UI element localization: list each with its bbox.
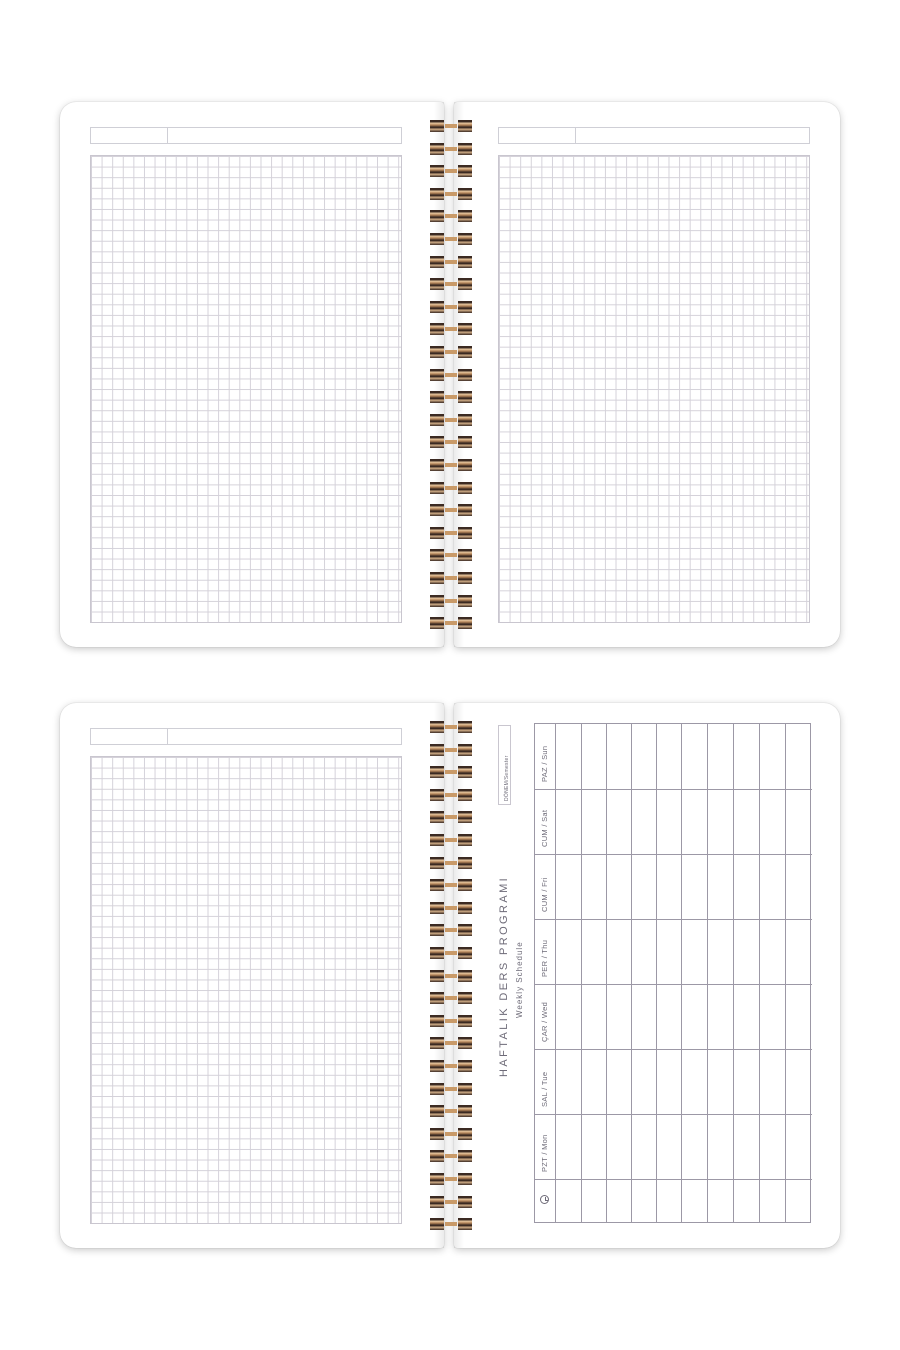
schedule-column-line	[606, 724, 607, 1222]
day-label: PZT / Mon	[540, 1134, 549, 1172]
square-grid	[498, 155, 810, 623]
day-label: ÇAR / Wed	[540, 1001, 549, 1042]
schedule-column-line	[656, 724, 657, 1222]
spiral-ring	[430, 527, 472, 539]
page-header-field[interactable]	[498, 127, 810, 144]
spiral-ring	[430, 391, 472, 403]
bottom-notebook-spread	[60, 703, 840, 1248]
spiral-ring	[430, 436, 472, 448]
spiral-ring	[430, 789, 472, 801]
spiral-ring	[430, 857, 472, 869]
spiral-ring	[430, 256, 472, 268]
spiral-ring	[430, 572, 472, 584]
spiral-ring	[430, 1037, 472, 1049]
spiral-ring	[430, 1015, 472, 1027]
spiral-ring	[430, 617, 472, 629]
spiral-ring	[430, 549, 472, 561]
spiral-ring	[430, 346, 472, 358]
day-label: CUM / Fri	[540, 877, 549, 912]
schedule-column-line	[631, 724, 632, 1222]
schedule-row-line	[535, 1049, 812, 1050]
schedule-column-line	[759, 724, 760, 1222]
spiral-ring	[430, 188, 472, 200]
schedule-subtitle: Weekly Schedule	[515, 941, 524, 1018]
spiral-ring	[430, 744, 472, 756]
spiral-ring	[430, 165, 472, 177]
day-label: CUM / Sat	[540, 809, 549, 847]
top-notebook-spread	[60, 102, 840, 647]
spiral-ring	[430, 1128, 472, 1140]
schedule-column-line	[581, 724, 582, 1222]
spiral-ring	[430, 1083, 472, 1095]
spiral-ring	[430, 482, 472, 494]
semester-label: DÖNEM/Semester	[504, 755, 510, 801]
spiral-ring	[430, 834, 472, 846]
weekly-schedule-table	[534, 723, 811, 1223]
spiral-ring	[430, 811, 472, 823]
schedule-row-line	[535, 984, 812, 985]
spiral-ring	[430, 1150, 472, 1162]
schedule-row-line	[535, 919, 812, 920]
spiral-ring	[430, 1196, 472, 1208]
spiral-ring	[430, 1218, 472, 1230]
schedule-row-line	[535, 1114, 812, 1115]
spiral-ring	[430, 301, 472, 313]
spiral-ring	[430, 1105, 472, 1117]
day-label: SAL / Tue	[540, 1071, 549, 1107]
square-grid	[90, 155, 402, 623]
schedule-column-line	[555, 724, 556, 1222]
spiral-ring	[430, 970, 472, 982]
spiral-ring	[430, 369, 472, 381]
spiral-ring	[430, 902, 472, 914]
spiral-ring	[430, 143, 472, 155]
schedule-column-line	[707, 724, 708, 1222]
square-grid	[90, 756, 402, 1224]
spiral-ring	[430, 721, 472, 733]
schedule-column-line	[733, 724, 734, 1222]
schedule-column-line	[681, 724, 682, 1222]
spiral-ring	[430, 1060, 472, 1072]
spiral-ring	[430, 233, 472, 245]
spiral-ring	[430, 278, 472, 290]
clock-icon	[540, 1195, 549, 1204]
spiral-ring	[430, 924, 472, 936]
spiral-ring	[430, 210, 472, 222]
spiral-ring	[430, 459, 472, 471]
spiral-binding	[430, 721, 472, 1231]
spiral-ring	[430, 323, 472, 335]
bottom-left-page	[60, 703, 444, 1248]
spiral-ring	[430, 992, 472, 1004]
page-header-field[interactable]	[90, 728, 402, 745]
weekly-schedule-page	[454, 703, 840, 1248]
schedule-column-line	[785, 724, 786, 1222]
spiral-ring	[430, 120, 472, 132]
spiral-ring	[430, 504, 472, 516]
spiral-ring	[430, 414, 472, 426]
spiral-ring	[430, 595, 472, 607]
spiral-binding	[430, 120, 472, 630]
page-header-field[interactable]	[90, 127, 402, 144]
spiral-ring	[430, 1173, 472, 1185]
schedule-row-line	[535, 854, 812, 855]
day-label: PAZ / Sun	[540, 745, 549, 782]
top-right-page	[454, 102, 840, 647]
spiral-ring	[430, 766, 472, 778]
day-label: PER / Thu	[540, 939, 549, 977]
spiral-ring	[430, 879, 472, 891]
spiral-ring	[430, 947, 472, 959]
schedule-row-line	[535, 1179, 812, 1180]
schedule-row-line	[535, 789, 812, 790]
top-left-page	[60, 102, 444, 647]
schedule-title: HAFTALIK DERS PROGRAMI	[498, 875, 510, 1077]
